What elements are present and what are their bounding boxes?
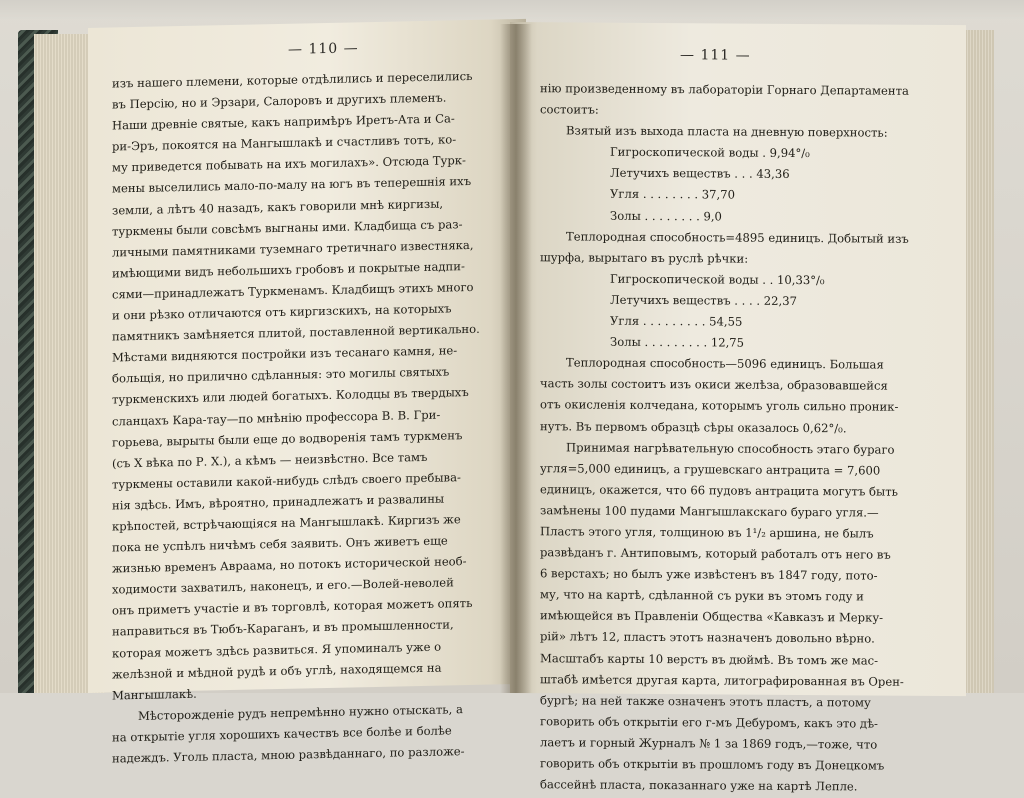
text-line: Золы . . . . . . . . 9,0 [610,208,722,224]
text-line: му, что на картѣ, сдѣланной съ руки въ этомъ году и [540,587,864,604]
text-line: отъ окисленія колчедана, которымъ уголь сильно проник- [540,397,899,415]
text-line: часть золы состоитъ изъ окиси желѣза, образовавшейся [540,376,888,393]
text-line: туркмены оставили какой-нибудь слѣдъ своего пребыва- [112,469,461,492]
text-line: замѣнены 100 пудами Мангышлакскаго бураго угля.— [540,503,879,520]
text-line: имѣющими видъ небольшихъ гробовъ и покрытые надпи- [112,258,465,281]
text-line: личными памятниками туземнаго третичнаго известняка, [112,237,474,260]
text-line: лаетъ и горный Журналъ № 1 за 1869 годъ,—тоже, что [540,735,878,752]
text-line: нію произведенному въ лабораторіи Горнаго Департамента [540,81,909,98]
text-line: Пластъ этого угля, толщиною въ 1¹/₂ аршина, не былъ [540,524,874,541]
text-line: горьева, вырыты были еще до водворенія тамъ туркменъ [112,427,463,450]
text-line: (съ Х вѣка по Р. Х.), а кѣмъ — неизвѣстно. Все тамъ [112,449,428,471]
text-line: Летучихъ веществъ . . . 43,36 [610,166,790,182]
text-line: развѣданъ г. Антиповымъ, который работалъ отъ него въ [540,545,891,562]
text-line: земли, а лѣтъ 40 назадъ, какъ говорили мнѣ киргизы, [112,196,444,218]
text-line: шурфа, вырытаго въ руслѣ рѣчки: [540,249,749,266]
text-line: Гигроскопической воды . . 10,33°/₀ [610,271,825,288]
text-line: Мѣстами видняются постройки изъ тесанаго камня, не- [112,343,458,365]
text-line: туркмены были совсѣмъ выгнаны ими. Кладбища съ раз- [112,216,463,239]
text-line: туркменскихъ или людей богатыхъ. Колодцы въ твердыхъ [112,385,469,407]
text-line: говорить объ открытіи въ прошломъ году въ Донецкомъ [540,756,885,773]
text-line: 6 верстахъ; но былъ уже извѣстенъ въ 1847 году, пото- [540,566,878,583]
text-line: и они рѣзко отличаются отъ киргизскихъ, на которыхъ [112,301,452,323]
right-page-text [540,78,956,798]
text-line: пока не успѣлъ ничѣмъ себя заявить. Онъ живетъ еще [112,533,448,555]
text-line: крѣпостей, встрѣчающіяся на Мангышлакѣ. Киргизъ же [112,512,461,534]
text-line: жизнью временъ Авраама, но потокъ исторической необ- [112,554,467,576]
text-line: памятникъ замѣняется плитой, поставленной вертикально. [112,321,480,344]
top-shadow [0,0,1024,20]
text-line: Летучихъ веществъ . . . . 22,37 [610,292,797,308]
text-line: Масштабъ карты 10 верстъ въ дюймѣ. Въ томъ же мас- [540,650,879,668]
text-line: бассейнѣ пласта, показаннаго уже на картѣ Лепле. [540,777,858,794]
right-page [510,22,966,794]
text-line: бургѣ; на ней также означенъ этотъ пластъ, а потому [540,692,871,710]
text-line: больщія, но прилично сдѣланныя: это могилы святыхъ [112,364,450,386]
text-line: Мангышлакѣ. [112,686,197,703]
book-gutter-shadow [500,24,532,693]
text-line: му приведется побывать на ихъ могилахъ». Отсюда Турк- [112,153,466,175]
text-line: штабѣ имѣется другая карта, литографированная въ Орен- [540,671,904,689]
text-line: единицъ, окажется, что 66 пудовъ антрацита могутъ быть [540,481,898,499]
text-line: Принимая нагрѣвательную способность этаго бураго [566,439,895,457]
text-line: угля=5,000 единицъ, а грушевскаго антрацита = 7,600 [540,460,881,478]
text-line: Теплородная способность=4895 единицъ. Добытый изъ [566,229,909,246]
text-line: Золы . . . . . . . . . 12,75 [610,334,745,350]
text-line: имѣющейся въ Правленіи Общества «Кавказъ и Мерку- [540,608,884,625]
text-line: Угля . . . . . . . . . 54,55 [610,313,743,329]
text-line: которая можетъ здѣсь развиться. Я упоминалъ уже о [112,639,442,661]
left-page-number: — 110 — [288,40,359,58]
text-line: въ Персію, но и Эрзари, Салоровъ и другихъ племенъ. [112,90,447,112]
text-line: состоитъ: [540,102,599,117]
text-line: сями—принадлежатъ Туркменамъ. Кладбищъ этихъ много [112,279,474,302]
text-line: изъ нашего племени, которые отдѣлились и переселились [112,68,473,91]
text-line: на открытіе угля хорошихъ качествъ все болѣе и болѣе [112,723,452,745]
text-line: Взятый изъ выхода пласта на дневную поверхность: [566,123,888,140]
text-line: Мѣсторожденіе рудъ непремѣнно нужно отыскать, а [138,701,463,723]
text-line: мены выселились мало-по-малу на югъ въ теперешнія ихъ [112,174,472,196]
right-page-number: — 111 — [680,47,751,64]
text-line: желѣзной и мѣдной рудѣ и объ углѣ, находящемся на [112,660,442,682]
text-line: говорить объ открытіи его г-мъ Дебуромъ, какъ это дѣ- [540,714,878,731]
text-line: надеждъ. Уголь пласта, мною развѣданнаго, по разложе- [112,744,465,766]
text-line: ри-Эръ, покоятся на Мангышлакѣ и счастливъ тотъ, ко- [112,132,457,154]
text-line: нія здѣсь. Имъ, вѣроятно, принадлежатъ и развалины [112,491,445,513]
left-page [88,19,526,766]
text-line: направиться въ Тюбъ-Караганъ, и въ промышленности, [112,617,454,639]
text-line: сланцахъ Кара-тау—по мнѣнію профессора В. В. Гри- [112,407,441,428]
text-line: нутъ. Въ первомъ образцѣ сѣры оказалось 0,62°/₀. [540,418,847,435]
text-line: Наши древніе святые, какъ напримѣръ Иретъ-Ата и Са- [112,111,455,133]
text-line: ходимости захватилъ, наконецъ, и его.—Волей-неволей [112,575,454,597]
text-line: онъ приметъ участіе и въ торговлѣ, которая можетъ опять [112,596,473,618]
text-line: рій» лѣтъ 12, пластъ этотъ назначенъ довольно вѣрно. [540,629,875,646]
text-line: Гигроскопической воды . 9,94°/₀ [610,144,810,161]
text-line: Теплородная способность—5096 единицъ. Большая [566,355,884,372]
left-page-text [112,65,524,770]
text-line: Угля . . . . . . . . 37,70 [610,187,735,203]
